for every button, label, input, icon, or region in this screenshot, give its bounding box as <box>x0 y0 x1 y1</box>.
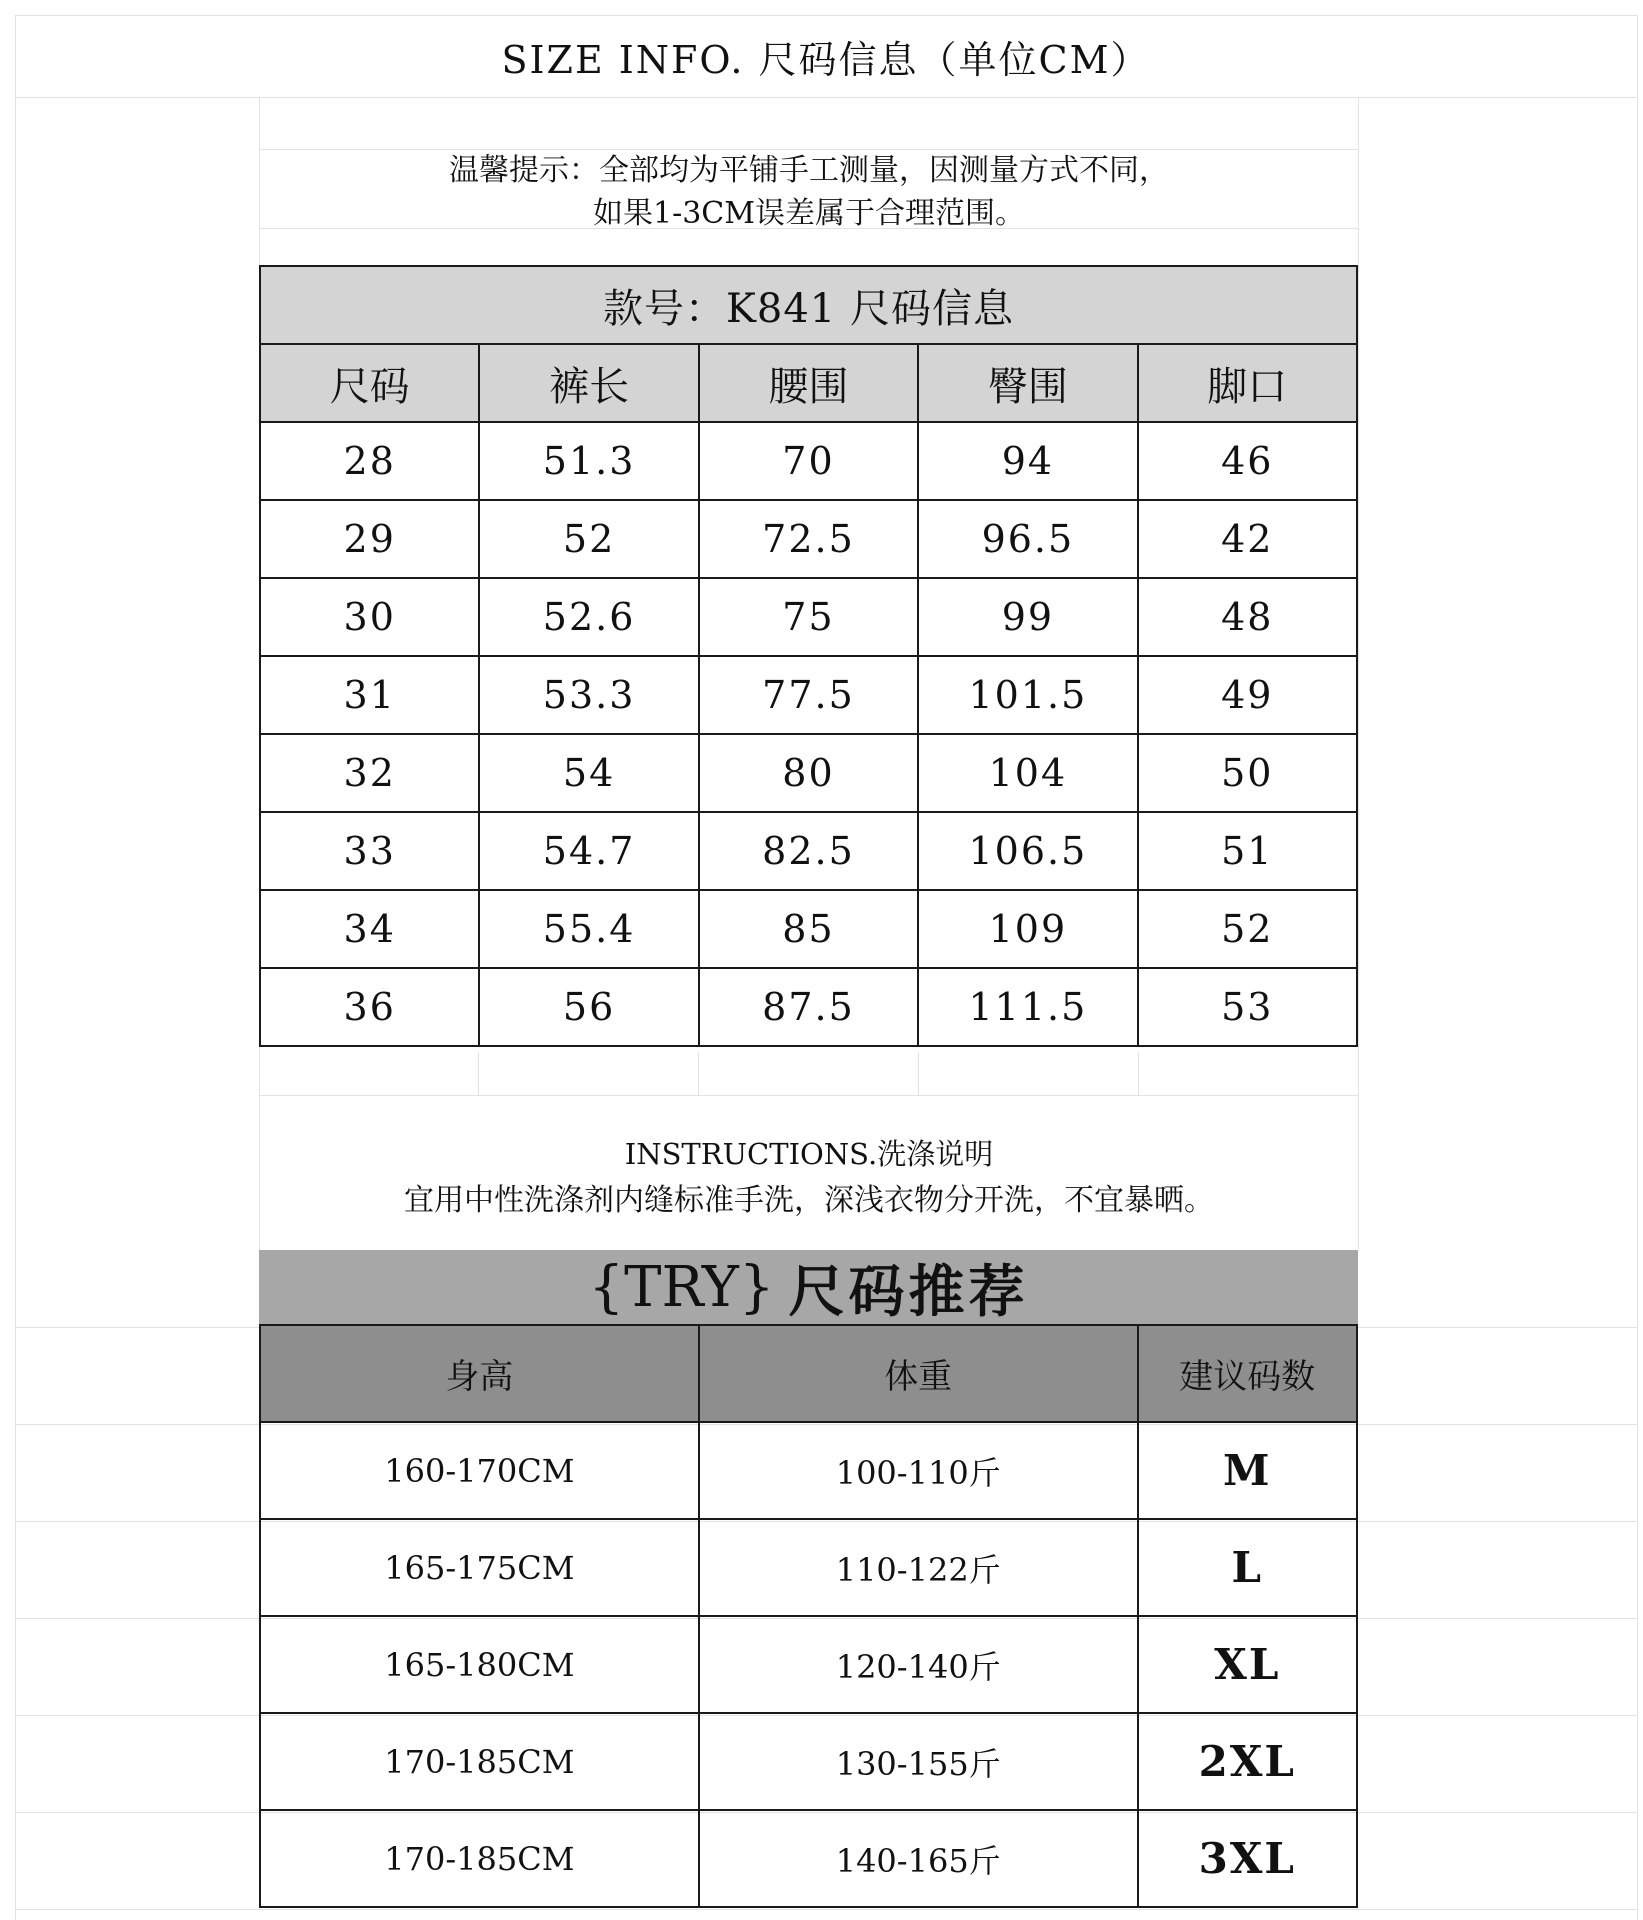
height-cell: 165-180CM <box>260 1616 699 1713</box>
gridline <box>1138 1052 1139 1095</box>
gridline <box>1358 97 1359 1250</box>
column-header: 建议码数 <box>1138 1325 1357 1422</box>
table-cell: 55.4 <box>479 890 698 968</box>
instructions-title: INSTRUCTIONS.洗涤说明 <box>624 1137 994 1171</box>
gridline <box>918 1052 919 1095</box>
column-header: 尺码 <box>260 344 479 422</box>
table-cell: 72.5 <box>699 500 918 578</box>
table-cell: 82.5 <box>699 812 918 890</box>
table-row <box>260 734 1357 812</box>
recommend-title: 尺码推荐 <box>788 1258 1029 1325</box>
table-cell: 96.5 <box>918 500 1137 578</box>
column-header: 体重 <box>699 1325 1138 1422</box>
gridline <box>698 1052 699 1095</box>
table-cell: 87.5 <box>699 968 918 1046</box>
table-cell: 49 <box>1138 656 1357 734</box>
table-cell: 109 <box>918 890 1137 968</box>
size-table <box>259 265 1358 1047</box>
table-row <box>260 500 1357 578</box>
column-header: 腰围 <box>699 344 918 422</box>
table-cell: 33 <box>260 812 479 890</box>
table-cell: 54 <box>479 734 698 812</box>
column-header: 裤长 <box>479 344 698 422</box>
weight-cell: 110-122斤 <box>699 1519 1138 1616</box>
table-cell: 101.5 <box>918 656 1137 734</box>
table-cell: 50 <box>1138 734 1357 812</box>
height-cell: 170-185CM <box>260 1810 699 1907</box>
recommend-table-header <box>260 1325 1357 1422</box>
weight-cell: 100-110斤 <box>699 1422 1138 1519</box>
table-row <box>260 1519 1357 1616</box>
recommend-table <box>259 1324 1358 1908</box>
table-cell: 80 <box>699 734 918 812</box>
table-cell: 51.3 <box>479 422 698 500</box>
weight-cell: 140-165斤 <box>699 1810 1138 1907</box>
table-row <box>260 812 1357 890</box>
height-cell: 170-185CM <box>260 1713 699 1810</box>
table-cell: 32 <box>260 734 479 812</box>
table-cell: 30 <box>260 578 479 656</box>
table-cell: 111.5 <box>918 968 1137 1046</box>
table-row <box>260 1422 1357 1519</box>
page-title: SIZE INFO. 尺码信息（单位CM） <box>501 37 1151 82</box>
table-row <box>260 1713 1357 1810</box>
table-cell: 99 <box>918 578 1137 656</box>
table-cell: 54.7 <box>479 812 698 890</box>
column-header: 脚口 <box>1138 344 1357 422</box>
size-cell: L <box>1138 1519 1357 1616</box>
table-cell: 77.5 <box>699 656 918 734</box>
notice-line-1: 温馨提示：全部均为平铺手工测量，因测量方式不同， <box>449 153 1169 188</box>
table-cell: 106.5 <box>918 812 1137 890</box>
table-row <box>260 422 1357 500</box>
table-row <box>260 1616 1357 1713</box>
try-label: {TRY} <box>588 1255 775 1320</box>
gridline <box>1637 15 1638 1920</box>
table-row <box>260 890 1357 968</box>
table-cell: 94 <box>918 422 1137 500</box>
table-cell: 53 <box>1138 968 1357 1046</box>
gridline <box>15 1909 1637 1910</box>
table-row <box>260 1810 1357 1907</box>
table-cell: 75 <box>699 578 918 656</box>
table-cell: 56 <box>479 968 698 1046</box>
height-cell: 165-175CM <box>260 1519 699 1616</box>
gridline <box>478 1052 479 1095</box>
gridline <box>259 1095 1358 1096</box>
size-cell: 2XL <box>1138 1713 1357 1810</box>
height-cell: 160-170CM <box>260 1422 699 1519</box>
table-cell: 31 <box>260 656 479 734</box>
column-header: 臀围 <box>918 344 1137 422</box>
table-cell: 52 <box>1138 890 1357 968</box>
table-row <box>260 578 1357 656</box>
table-cell: 70 <box>699 422 918 500</box>
size-cell: 3XL <box>1138 1810 1357 1907</box>
size-cell: M <box>1138 1422 1357 1519</box>
table-cell: 52 <box>479 500 698 578</box>
instructions-body: 宜用中性洗涤剂内缝标准手洗，深浅衣物分开洗，不宜暴晒。 <box>404 1183 1214 1218</box>
size-cell: XL <box>1138 1616 1357 1713</box>
table-cell: 42 <box>1138 500 1357 578</box>
size-table-header <box>260 344 1357 422</box>
table-cell: 48 <box>1138 578 1357 656</box>
table-cell: 85 <box>699 890 918 968</box>
table-cell: 46 <box>1138 422 1357 500</box>
table-cell: 28 <box>260 422 479 500</box>
notice-line-2: 如果1-3CM误差属于合理范围。 <box>593 196 1025 231</box>
table-cell: 36 <box>260 968 479 1046</box>
table-cell: 53.3 <box>479 656 698 734</box>
size-table-title: 款号：K841 尺码信息 <box>260 266 1357 344</box>
table-cell: 34 <box>260 890 479 968</box>
table-cell: 104 <box>918 734 1137 812</box>
table-cell: 51 <box>1138 812 1357 890</box>
recommend-title-bar <box>259 1250 1358 1325</box>
table-row <box>260 968 1357 1046</box>
table-row <box>260 656 1357 734</box>
gridline <box>15 15 16 1920</box>
column-header: 身高 <box>260 1325 699 1422</box>
weight-cell: 130-155斤 <box>699 1713 1138 1810</box>
weight-cell: 120-140斤 <box>699 1616 1138 1713</box>
table-cell: 29 <box>260 500 479 578</box>
table-cell: 52.6 <box>479 578 698 656</box>
